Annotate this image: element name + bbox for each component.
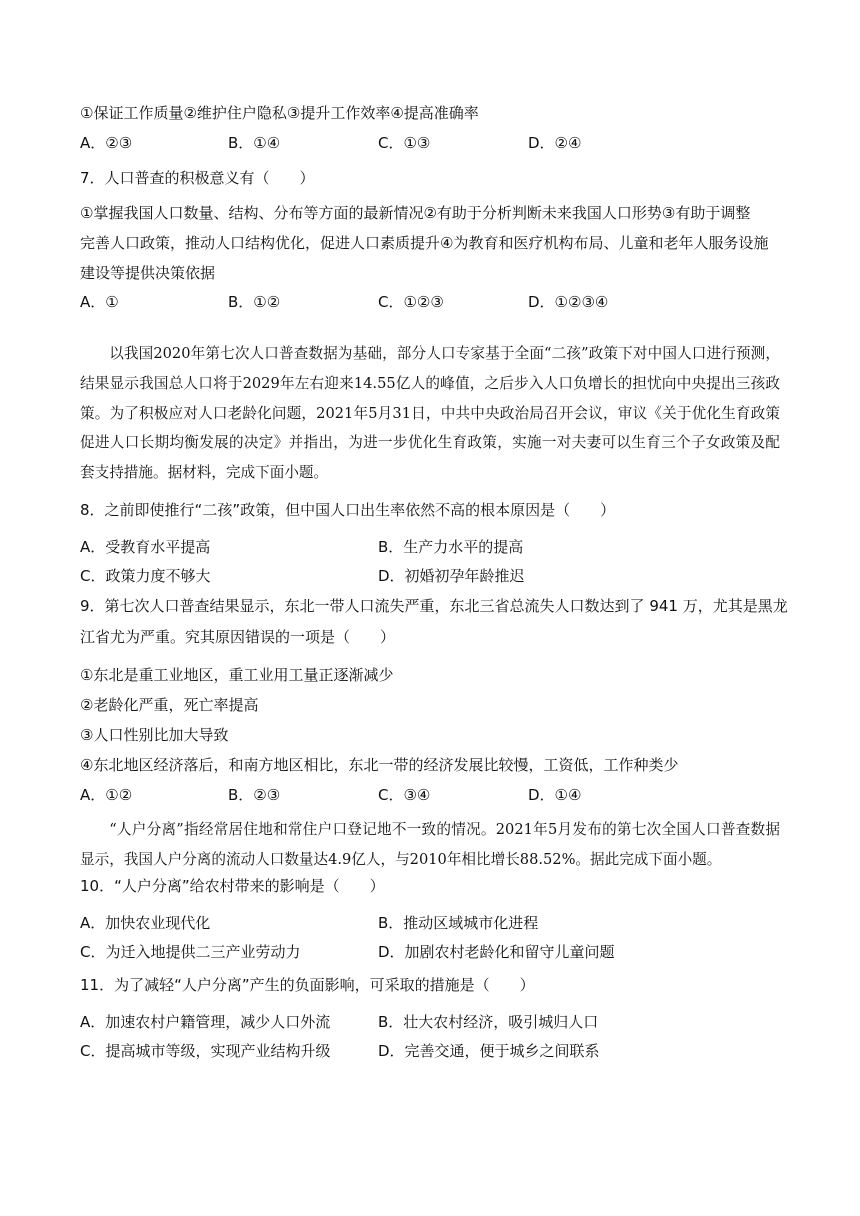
q8-option-d[interactable]: D．初婚初孕年龄推迟 — [378, 567, 525, 585]
q10-option-b[interactable]: B．推动区域城市化进程 — [378, 914, 539, 932]
q10-stem: 10．“人户分离”给农村带来的影响是（ ） — [80, 877, 385, 895]
q10-option-c[interactable]: C．为迁入地提供二三产业劳动力 — [80, 943, 301, 961]
q8-option-a[interactable]: A．受教育水平提高 — [80, 538, 211, 556]
q6-option-a[interactable]: A．②③ — [80, 134, 133, 152]
q8-option-b[interactable]: B．生产力水平的提高 — [378, 538, 524, 556]
q7-statements-line-3: 建设等提供决策依据 — [80, 264, 216, 282]
q11-option-d[interactable]: D．完善交通，便于城乡之间联系 — [378, 1042, 600, 1060]
q9-statement-2: ②老龄化严重，死亡率提高 — [80, 696, 259, 714]
q7-statements-line-1: ①掌握我国人口数量、结构、分布等方面的最新情况②有助于分析判断未来我国人口形势③有助于调整 — [80, 204, 751, 222]
q7-stem: 7．人口普查的积极意义有（ ） — [80, 169, 315, 187]
q7-option-a[interactable]: A．① — [80, 293, 119, 311]
passage-three-child-policy: 以我国2020年第七次人口普查数据为基础，部分人口专家基于全面“二孩”政策下对中国人口进行预测，结果显示我国总人口将于2029年左右迎来14.55亿人的峰值，之后步入人口负增长的担忧向中央提出三孩政策。为了积极应对人口老龄化问题，2021年5月31日，中共中央政治局召开会议，审议《关于优化生育政策促进人口长期均衡发展的决定》并指出，为进一步优化生育政策，实施一对夫妻可以生育三个子女政策及配套支持措施。据材料，完成下面小题。 — [80, 345, 780, 482]
q10-option-d[interactable]: D．加剧农村老龄化和留守儿童问题 — [378, 943, 615, 961]
q9-option-a[interactable]: A．①② — [80, 786, 133, 804]
q9-stem-line-1: 9．第七次人口普查结果显示，东北一带人口流失严重，东北三省总流失人口数达到了 941 万，尤其是黑龙 — [80, 597, 788, 615]
q9-statement-1: ①东北是重工业地区，重工业用工量正逐渐减少 — [80, 666, 394, 684]
q6-statements: ①保证工作质量②维护住户隐私③提升工作效率④提高准确率 — [80, 104, 479, 122]
q11-option-c[interactable]: C．提高城市等级，实现产业结构升级 — [80, 1042, 331, 1060]
q10-option-a[interactable]: A．加快农业现代化 — [80, 914, 211, 932]
q9-stem-line-2: 江省尤为严重。究其原因错误的一项是（ ） — [80, 628, 396, 646]
q8-stem: 8．之前即使推行“二孩”政策，但中国人口出生率依然不高的根本原因是（ ） — [80, 501, 616, 519]
q11-option-a[interactable]: A．加速农村户籍管理，减少人口外流 — [80, 1013, 331, 1031]
q7-option-b[interactable]: B．①② — [228, 293, 281, 311]
q7-statements-line-2: 完善人口政策，推动人口结构优化，促进人口素质提升④为教育和医疗机构布局、儿童和老年人服务设施 — [80, 234, 769, 252]
q9-statement-4: ④东北地区经济落后，和南方地区相比，东北一带的经济发展比较慢，工资低，工作种类少 — [80, 756, 679, 774]
passage-household-separation: “人户分离”指经常居住地和常住户口登记地不一致的情况。2021年5月发布的第七次全国人口普查数据显示，我国人户分离的流动人口数量达4.9亿人，与2010年相比增长88.52%。据此完成下面小题。 — [80, 821, 780, 868]
q9-option-c[interactable]: C．③④ — [378, 786, 431, 804]
q11-option-b[interactable]: B．壮大农村经济，吸引城归人口 — [378, 1013, 599, 1031]
q9-statement-3: ③人口性别比加大导致 — [80, 726, 229, 744]
q11-stem: 11．为了减轻“人户分离”产生的负面影响，可采取的措施是（ ） — [80, 976, 535, 994]
q6-option-d[interactable]: D．②④ — [528, 134, 582, 152]
q6-option-b[interactable]: B．①④ — [228, 134, 281, 152]
q9-option-d[interactable]: D．①④ — [528, 786, 582, 804]
q8-option-c[interactable]: C．政策力度不够大 — [80, 567, 211, 585]
q9-option-b[interactable]: B．②③ — [228, 786, 281, 804]
q7-option-d[interactable]: D．①②③④ — [528, 293, 609, 311]
q6-option-c[interactable]: C．①③ — [378, 134, 431, 152]
q7-option-c[interactable]: C．①②③ — [378, 293, 444, 311]
